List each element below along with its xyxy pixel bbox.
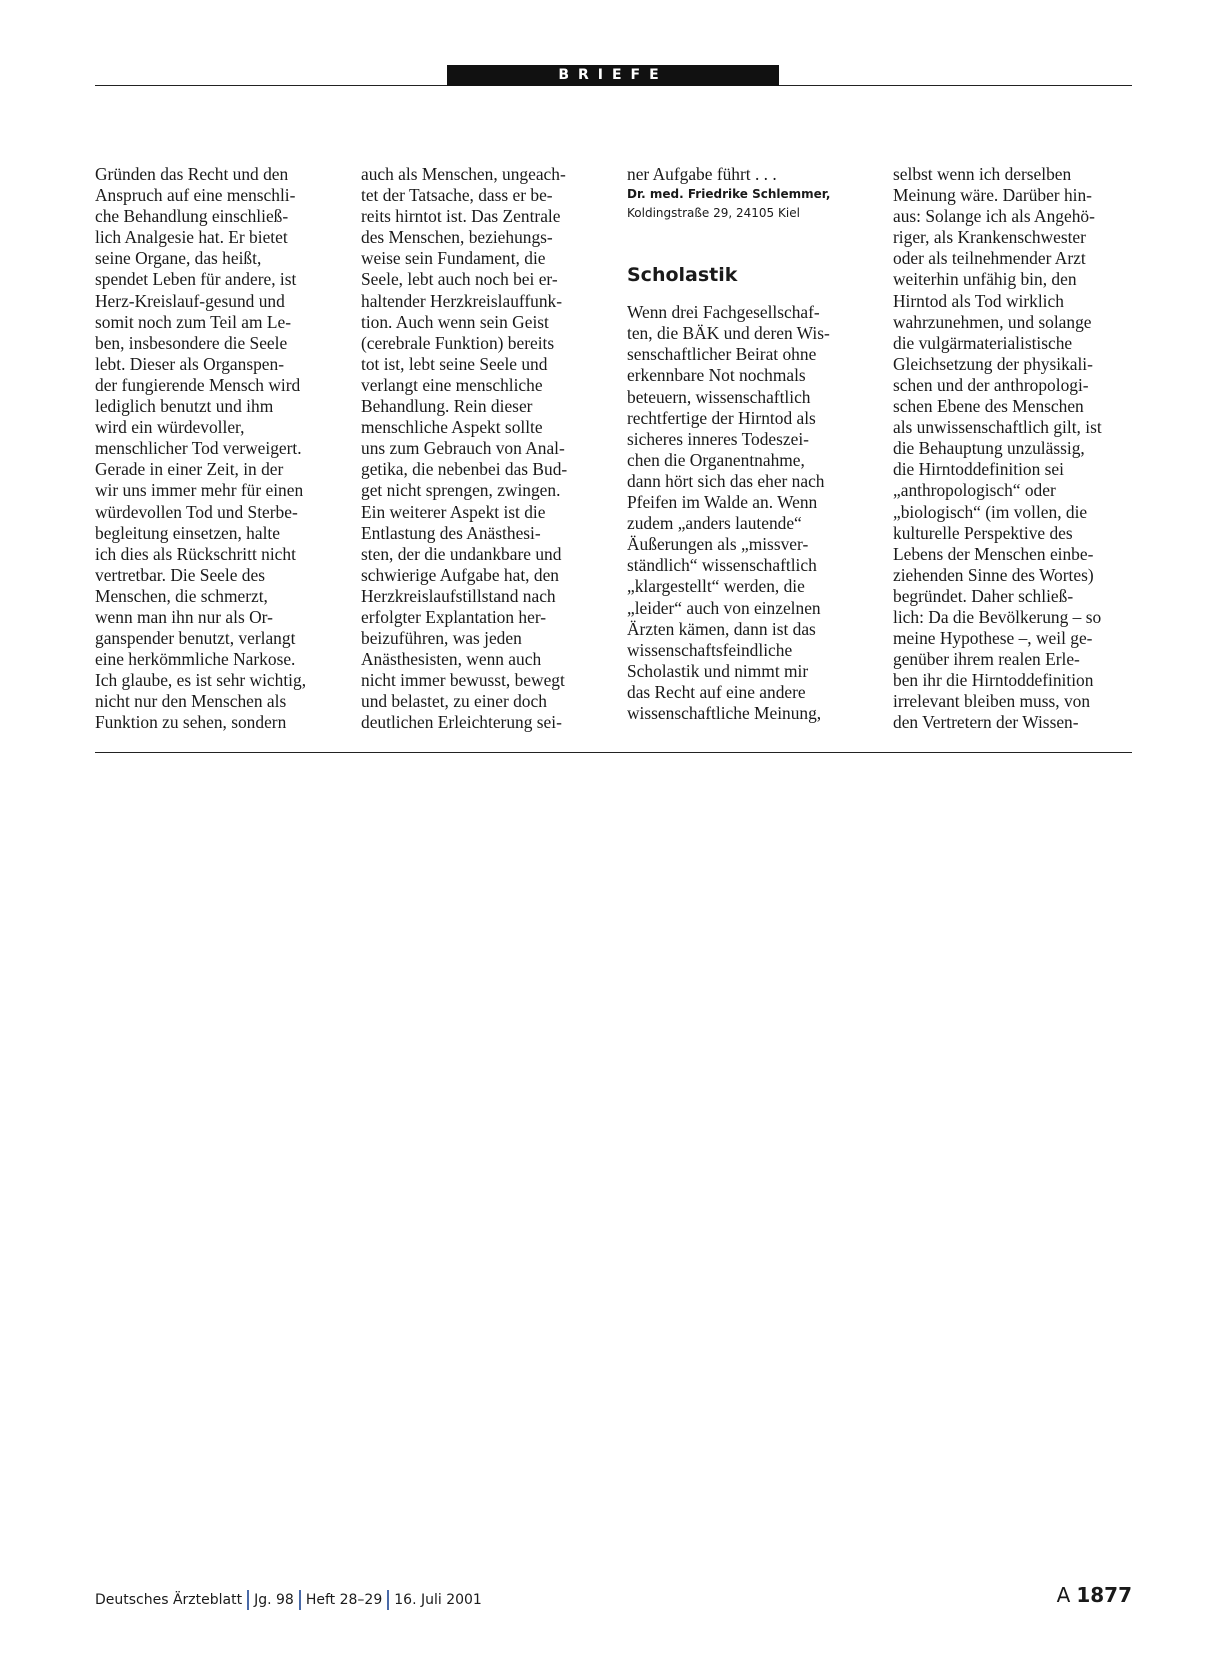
text-line: tion. Auch wenn sein Geist [361,311,549,332]
text-line: wir uns immer mehr für einen [95,480,304,501]
text-line: schen und der anthropologi- [893,374,1089,395]
text-line: che Behandlung einschließ- [95,206,289,227]
text-line: aus: Solange ich als Angehö- [893,206,1095,227]
signature-name: Dr. med. Friedrike Schlemmer, [627,187,831,202]
text-line: erfolgter Explantation her- [361,606,547,627]
text-line: tet der Tatsache, dass er be- [361,185,553,206]
text-line: der fungierende Mensch wird [95,374,301,395]
footer-separator [299,1590,301,1610]
footer-journal: Deutsches Ärzteblatt [95,1592,243,1608]
text-line: irrelevant bleiben muss, von [893,691,1091,712]
text-line: wahrzunehmen, und solange [893,311,1092,332]
text-column-4 [893,164,1131,734]
text-line: Scholastik und nimmt mir [627,660,809,681]
text-line: auch als Menschen, ungeach- [361,164,566,184]
text-line: get nicht sprengen, zwingen. [361,480,561,501]
text-line: nicht immer bewusst, bewegt [361,670,565,691]
text-line: rechtfertige der Hirntod als [627,407,816,428]
text-line: tot ist, lebt seine Seele und [361,353,548,374]
text-line: Anspruch auf eine menschli- [95,185,296,206]
text-line: Ein weiterer Aspekt ist die [361,501,546,522]
text-line: Herz-Kreislauf-gesund und [95,290,285,311]
text-line: ganspender benutzt, verlangt [95,628,296,649]
text-line: senschaftlicher Beirat ohne [627,344,817,365]
text-column-3 [627,164,865,724]
text-line: ich dies als Rückschritt nicht [95,543,296,564]
text-line: „klargestellt“ werden, die [627,576,805,597]
text-line: ben, insbesondere die Seele [95,332,288,353]
text-line: meine Hypothese –, weil ge- [893,628,1093,649]
text-line: Ärzten kämen, dann ist das [627,618,816,639]
text-line: lich: Da die Bevölkerung – so [893,606,1102,627]
text-line: Behandlung. Rein dieser [361,396,533,417]
text-column-2 [361,164,599,734]
text-line: „leider“ auch von einzelnen [627,597,821,618]
text-line: sicheres inneres Todeszei- [627,428,809,449]
text-line: Ich glaube, es ist sehr wichtig, [95,670,307,691]
text-line: ten, die BÄK und deren Wis- [627,323,830,344]
text-line: Wenn drei Fachgesellschaf- [627,302,820,323]
footer-separator [387,1590,389,1610]
text-line: dann hört sich das eher nach [627,470,825,491]
text-line: eine herkömmliche Narkose. [95,649,296,670]
text-line: Äußerungen als „missver- [627,534,809,555]
content-bottom-rule [95,752,1132,753]
text-line: chen die Organentnahme, [627,449,805,470]
text-line: das Recht auf eine andere [627,681,806,702]
text-line: verlangt eine menschliche [361,374,543,395]
text-line: erkennbare Not nochmals [627,365,806,386]
text-line: des Menschen, beziehungs- [361,227,553,248]
text-line: beizuführen, was jeden [361,628,522,649]
text-line: Pfeifen im Walde an. Wenn [627,492,818,513]
text-line: „anthropologisch“ oder [893,480,1056,501]
text-line: als unwissenschaftlich gilt, ist [893,417,1102,438]
text-line: menschliche Aspekt sollte [361,417,543,438]
text-line: Gerade in einer Zeit, in der [95,459,284,480]
text-line: Seele, lebt auch noch bei er- [361,269,558,290]
text-line: Herzkreislaufstillstand nach [361,585,556,606]
text-line: die vulgärmaterialistische [893,332,1073,353]
text-line: Gleichsetzung der physikali- [893,353,1093,374]
text-line: nicht nur den Menschen als [95,691,287,712]
letter-body [627,302,865,724]
text-line: und belastet, zu einer doch [361,691,547,712]
text-line: haltender Herzkreislauffunk- [361,290,563,311]
text-column-1 [95,164,333,734]
text-line: seine Organe, das heißt, [95,248,262,269]
text-line: vertretbar. Die Seele des [95,564,265,585]
text-line: getika, die nebenbei das Bud- [361,459,568,480]
page-number [1057,1583,1132,1607]
text-line: begleitung einsetzen, halte [95,522,280,543]
text-line: weise sein Fundament, die [361,248,546,269]
text-line: ziehenden Sinne des Wortes) [893,564,1094,585]
text-line: lediglich benutzt und ihm [95,396,274,417]
text-line: begründet. Daher schließ- [893,585,1074,606]
text-line: Entlastung des Anästhesi- [361,522,541,543]
text-line: Hirntod als Tod wirklich [893,290,1064,311]
text-line: wissenschaftliche Meinung, [627,702,822,723]
text-line: lebt. Dieser als Organspen- [95,353,284,374]
text-line: den Vertretern der Wissen- [893,712,1079,733]
text-line: Gründen das Recht und den [95,164,289,184]
text-line: (cerebrale Funktion) bereits [361,332,555,353]
text-line: schwierige Aufgabe hat, den [361,564,559,585]
text-line: riger, als Krankenschwester [893,227,1086,248]
text-line: lich Analgesie hat. Er bietet [95,227,288,248]
page-number-value: 1877 [1076,1583,1132,1607]
text-line: Menschen, die schmerzt, [95,585,268,606]
text-line: zudem „anders lautende“ [627,513,802,534]
text-line: „biologisch“ (im vollen, die [893,501,1088,522]
text-line: deutlichen Erleichterung sei- [361,712,562,733]
text-line: selbst wenn ich derselben [893,164,1072,184]
text-line: ständlich“ wissenschaftlich [627,555,817,576]
text-line: Lebens der Menschen einbe- [893,543,1094,564]
text-line: genüber ihrem realen Erle- [893,649,1080,670]
text-line: spendet Leben für andere, ist [95,269,297,290]
text-line: somit noch zum Teil am Le- [95,311,291,332]
text-line: die Hirntoddefinition sei [893,459,1064,480]
signature-address: Koldingstraße 29, 24105 Kiel [627,206,800,221]
text-line: sten, der die undankbare und [361,543,562,564]
text-line: ner Aufgabe führt . . . [627,164,777,184]
letter-title: Scholastik [627,264,738,287]
section-label: BRIEFE [447,65,779,86]
text-line: die Behauptung unzulässig, [893,438,1085,459]
footer-date: 16. Juli 2001 [394,1592,482,1608]
text-line: wenn man ihn nur als Or- [95,606,273,627]
text-line: kulturelle Perspektive des [893,522,1073,543]
footer-separator [247,1590,249,1610]
letter-ending [627,164,865,185]
text-line: uns zum Gebrauch von Anal- [361,438,565,459]
footer-issue: Heft 28–29 [305,1592,383,1608]
text-line: Anästhesisten, wenn auch [361,649,542,670]
text-line: weiterhin unfähig bin, den [893,269,1077,290]
text-line: Meinung wäre. Darüber hin- [893,185,1092,206]
text-line: beteuern, wissenschaftlich [627,386,811,407]
text-line: wissenschaftsfeindliche [627,639,793,660]
text-line: würdevollen Tod und Sterbe- [95,501,298,522]
text-line: ben ihr die Hirntoddefinition [893,670,1094,691]
footer [95,1590,482,1610]
text-line: oder als teilnehmender Arzt [893,248,1086,269]
page-prefix: A [1056,1583,1071,1607]
text-line: wird ein würdevoller, [95,417,245,438]
text-line: Funktion zu sehen, sondern [95,712,287,733]
text-line: reits hirntot ist. Das Zentrale [361,206,561,227]
footer-volume: Jg. 98 [254,1592,294,1608]
text-line: menschlicher Tod verweigert. [95,438,302,459]
text-line: schen Ebene des Menschen [893,396,1084,417]
